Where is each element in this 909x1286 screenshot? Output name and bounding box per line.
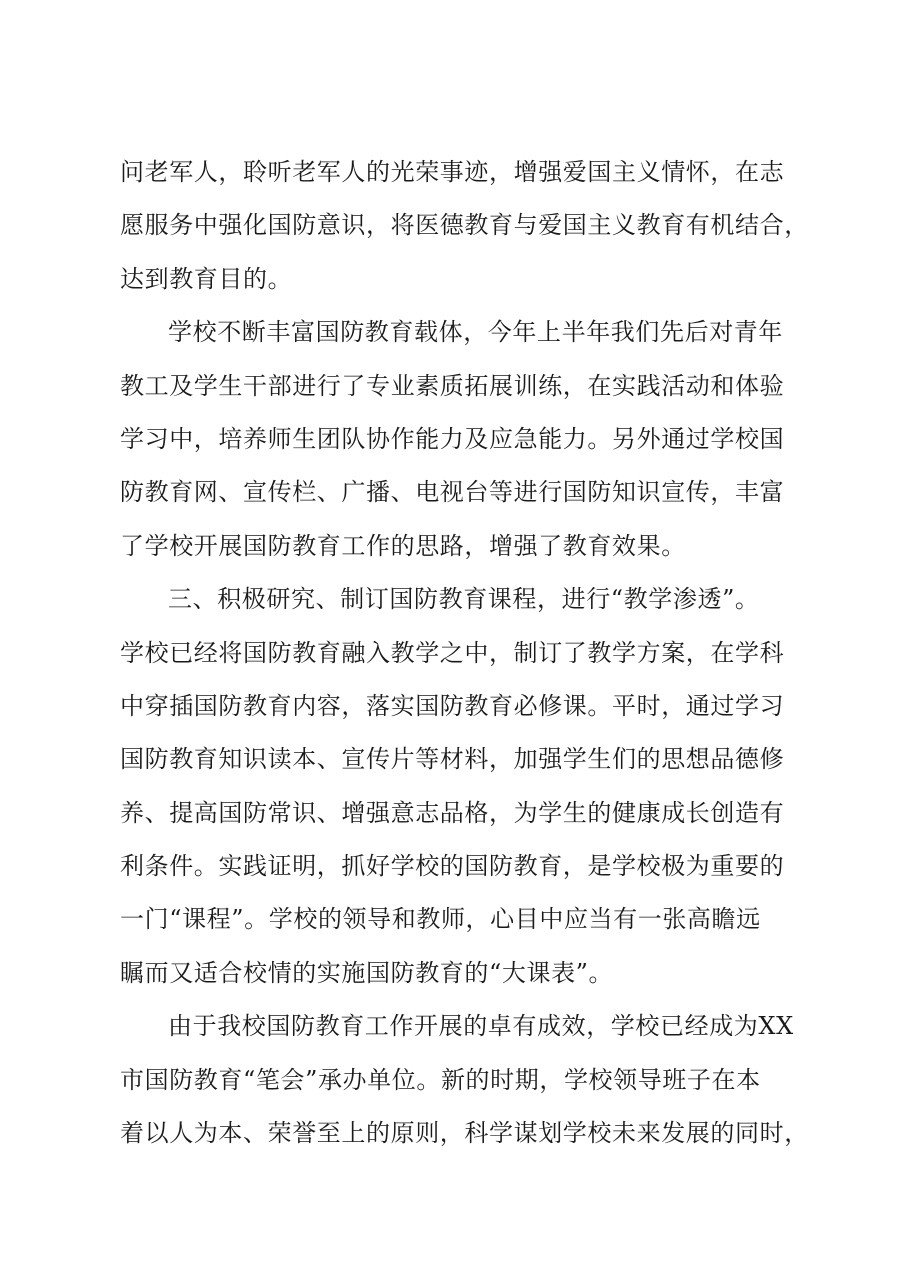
text-line: 瞩而又适合校情的实施国防教育的“大课表”。: [120, 958, 614, 987]
text-line: 问老军人，聆听老军人的光荣事迹，增强爱国主义情怀，在志: [120, 158, 785, 186]
text-line: 市国防教育“笔会”承办单位。新的时期，学校领导班子在本: [120, 1065, 761, 1094]
text-line: 中穿插国防教育内容，落实国防教育必修课。平时，通过学习: [120, 691, 785, 720]
text-line: 国防教育知识读本、宣传片等材料，加强学生们的思想品德修: [120, 745, 785, 774]
text-line: 了学校开展国防教育工作的思路，增强了教育效果。: [120, 531, 686, 560]
section-heading-line: 三、积极研究、制订国防教育课程，进行“教学渗透”。: [168, 585, 760, 614]
text-line: 愿服务中强化国防意识，将医德教育与爱国主义教育有机结合，: [120, 211, 809, 240]
paragraph-first-line: 学校不断丰富国防教育载体，今年上半年我们先后对青年: [168, 318, 783, 347]
text-line: 利条件。实践证明，抓好学校的国防教育，是学校极为重要的: [120, 852, 785, 881]
paragraph-first-line: 由于我校国防教育工作开展的卓有成效，学校已经成为XX: [168, 1012, 794, 1041]
text-line: 一门“课程”。学校的领导和教师，心目中应当有一张高瞻远: [120, 905, 761, 934]
text-line: 教工及学生干部进行了专业素质拓展训练，在实践活动和体验: [120, 371, 785, 400]
text-line: 学校已经将国防教育融入教学之中，制订了教学方案，在学科: [120, 638, 785, 667]
text-line: 学习中，培养师生团队协作能力及应急能力。另外通过学校国: [120, 424, 785, 453]
text-line: 防教育网、宣传栏、广播、电视台等进行国防知识宣传，丰富: [120, 478, 785, 507]
document-body: [120, 146, 809, 1160]
text-line: 着以人为本、荣誉至上的原则，科学谋划学校未来发展的同时，: [120, 1119, 809, 1148]
text-line: 达到教育目的。: [120, 264, 293, 293]
text-line: 养、提高国防常识、增强意志品格，为学生的健康成长创造有: [120, 798, 785, 827]
